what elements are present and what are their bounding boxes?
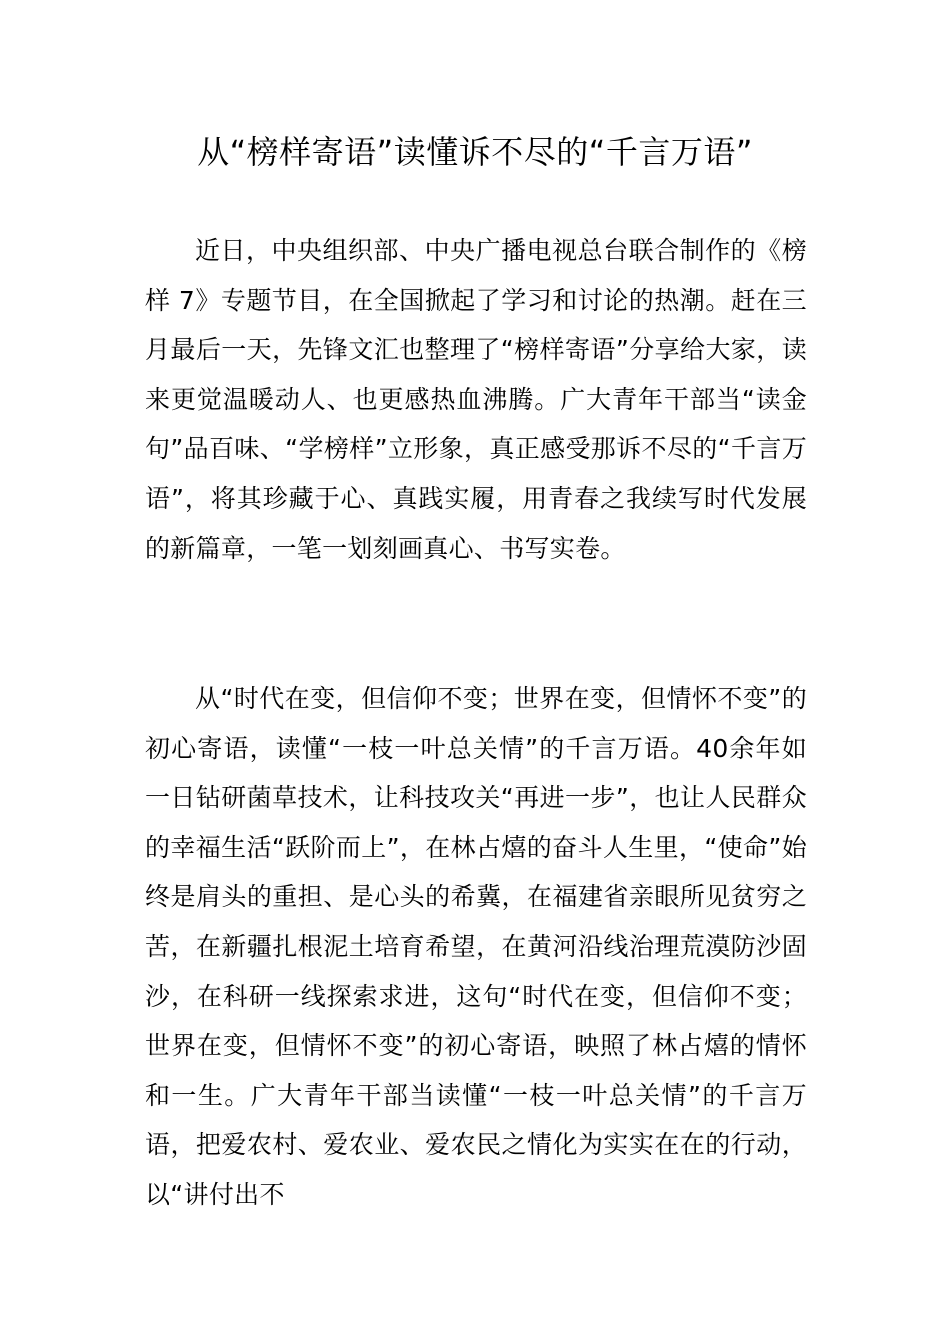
document-title: 从“榜样寄语”读懂诉不尽的“千言万语” (197, 133, 753, 171)
paragraph-intro: 近日，中央组织部、中央广播电视总台联合制作的《榜样 7》专题节目，在全国掀起了学习和讨论的热潮。赶在三月最后一天，先锋文汇也整理了“榜样寄语”分享给大家，读来更觉温暖动人、也更感热血沸腾。广大青年干部当“读金句”品百味、“学榜样”立形象，真正感受那诉不尽的“千言万语”，将其珍藏于心、真践实履，用青春之我续写时代发展的新篇章，一笔一划刻画真心、书写实卷。 (145, 236, 807, 563)
paragraph-linzhanxi: 从“时代在变，但信仰不变；世界在变，但情怀不变”的初心寄语，读懂“一枝一叶总关情”的千言万语。40余年如一日钻研菌草技术，让科技攻关“再进一步”，也让人民群众的幸福生活“跃阶而上”，在林占熺的奋斗人生里，“使命”始终是肩头的重担、是心头的希冀，在福建省亲眼所见贫穷之苦，在新疆扎根泥土培育希望，在黄河沿线治理荒漠防沙固沙，在科研一线探索求进，这句“时代在变，但信仰不变；世界在变，但情怀不变”的初心寄语，映照了林占熺的情怀和一生。广大青年干部当读懂“一枝一叶总关情”的千言万语，把爱农村、爱农业、爱农民之情化为实实在在的行动，以“讲付出不 (145, 684, 807, 1209)
